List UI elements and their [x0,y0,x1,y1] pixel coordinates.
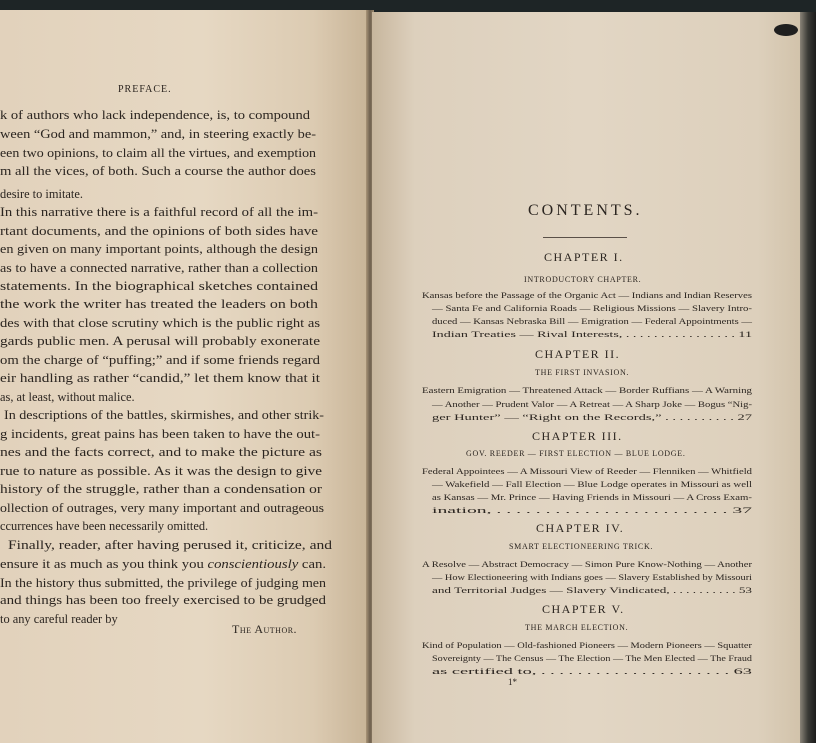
chapter-summary-line: — How Electioneering with Indians goes — Slavery Established by Missouri [432,572,752,582]
chapter-summary-line: Indian Treaties — Rival Interests, . . . . . . . . . . . . . . . . 11 [432,329,752,339]
chapter-subtitle: GOV. REEDER — FIRST ELECTION — BLUE LODGE. [466,449,686,458]
preface-line: des with that close scrutiny which is the public right as [0,316,321,330]
preface-line: om the charge of “puffing;” and if some friends regard [0,353,320,367]
heading-rule [543,237,627,238]
contents-heading: CONTENTS. [528,202,643,219]
chapter-summary-line: as certified to, . . . . . . . . . . . . . . . . . . . . . 63 [432,666,752,676]
chapter-summary-line: duced — Kansas Nebraska Bill — Emigration — Federal Appointments — [432,316,752,326]
chapter-summary-line: — Santa Fe and California Roads — Religious Missions — Slavery Intro- [432,303,752,313]
preface-line: In this narrative there is a faithful record of all the im- [0,205,319,219]
running-head: PREFACE. [118,84,172,95]
chapter-summary-line: Sovereignty — The Census — The Election — The Men Elected — The Fraud [432,653,752,663]
chapter-summary-line: as Kansas — Mr. Prince — Having Friends in Missouri — A Cross Exam- [432,492,752,502]
chapter-summary-line: and Territorial Judges — Slavery Vindicated, . . . . . . . . . . 53 [432,585,752,595]
preface-line: eir handling as rather “candid,” let them know that it [0,371,320,385]
chapter-heading: CHAPTER II. [535,347,621,361]
preface-line: Finally, reader, after having perused it, criticize, and [8,538,332,552]
chapter-summary-line: ination, . . . . . . . . . . . . . . . . . . . . . . . . 37 [432,505,752,515]
chapter-heading: CHAPTER V. [542,602,625,616]
preface-line: as to have a connected narrative, rather than a collection [0,261,318,275]
chapter-subtitle: INTRODUCTORY CHAPTER. [524,275,642,284]
preface-line: ween “God and mammon,” and, in steering exactly be- [0,127,316,141]
preface-line: as, at least, without malice. [0,390,135,404]
chapter-summary-line: Kansas before the Passage of the Organic Act — Indians and Indian Reserves [422,290,752,300]
chapter-summary-line: Kind of Population — Old-fashioned Pioneers — Modern Pioneers — Squatter [422,640,752,650]
preface-line: nes and the facts correct, and to make the picture as [0,445,322,459]
right-page-contents [372,12,800,743]
preface-line: rue to nature as possible. As it was the design to give [0,464,322,478]
preface-signature: The Author. [232,622,298,636]
preface-line: rtant documents, and the opinions of both sides have [0,224,318,238]
chapter-summary-line: A Resolve — Abstract Democracy — Simon Pure Know-Nothing — Another [422,559,752,569]
preface-line: the work the writer has treated the leaders on both [0,297,318,311]
preface-line: een two opinions, to claim all the virtues, and exemption [0,146,316,160]
preface-line: gards public men. A perusal will probably exonerate [0,334,320,348]
chapter-subtitle: THE FIRST INVASION. [535,368,630,377]
preface-line: k of authors who lack independence, is, to compound [0,108,310,122]
chapter-summary-line: — Another — Prudent Valor — A Retreat — A Sharp Joke — Bogus “Nig- [432,399,752,409]
preface-line: desire to imitate. [0,187,83,201]
chapter-summary-line: ger Hunter” — “Right on the Records,” . . . . . . . . . . 27 [432,412,752,422]
preface-line: ollection of outrages, very many important and outrageous [0,501,324,515]
chapter-heading: CHAPTER III. [532,429,623,443]
chapter-summary-line: — Wakefield — Fall Election — Blue Lodge operates in Missouri as well [432,479,752,489]
preface-line: and things has been too freely exercised to be grudged [0,593,326,607]
chapter-subtitle: SMART ELECTIONEERING TRICK. [509,542,654,551]
paper-tear-hole [774,24,798,36]
chapter-heading: CHAPTER I. [544,250,624,264]
chapter-summary-line: Federal Appointees — A Missouri View of Reeder — Flenniken — Whitfield [422,466,752,476]
preface-line: ensure it as much as you think you conscientiously can. [0,557,326,571]
preface-line: g incidents, great pains has been taken to have the out- [0,427,320,441]
chapter-summary-line: Eastern Emigration — Threatened Attack — Border Ruffians — A Warning [422,385,752,395]
preface-line: ccurrences have been necessarily omitted. [0,519,209,533]
preface-line: statements. In the biographical sketches contained [0,279,318,293]
signature-mark: 1* [508,677,517,687]
preface-line: en given on many important points, although the design [0,242,318,256]
chapter-heading: CHAPTER IV. [536,521,625,535]
preface-line: In the history thus submitted, the privilege of judging men [0,576,326,590]
preface-line: In descriptions of the battles, skirmishes, and other strik- [4,408,324,422]
page-edge-shadow [800,12,816,743]
preface-line: to any careful reader by [0,612,118,626]
preface-line: history of the struggle, rather than a condensation or [0,482,322,496]
chapter-subtitle: THE MARCH ELECTION. [525,623,629,632]
preface-line: m all the vices, of both. Such a course the author does [0,164,316,178]
